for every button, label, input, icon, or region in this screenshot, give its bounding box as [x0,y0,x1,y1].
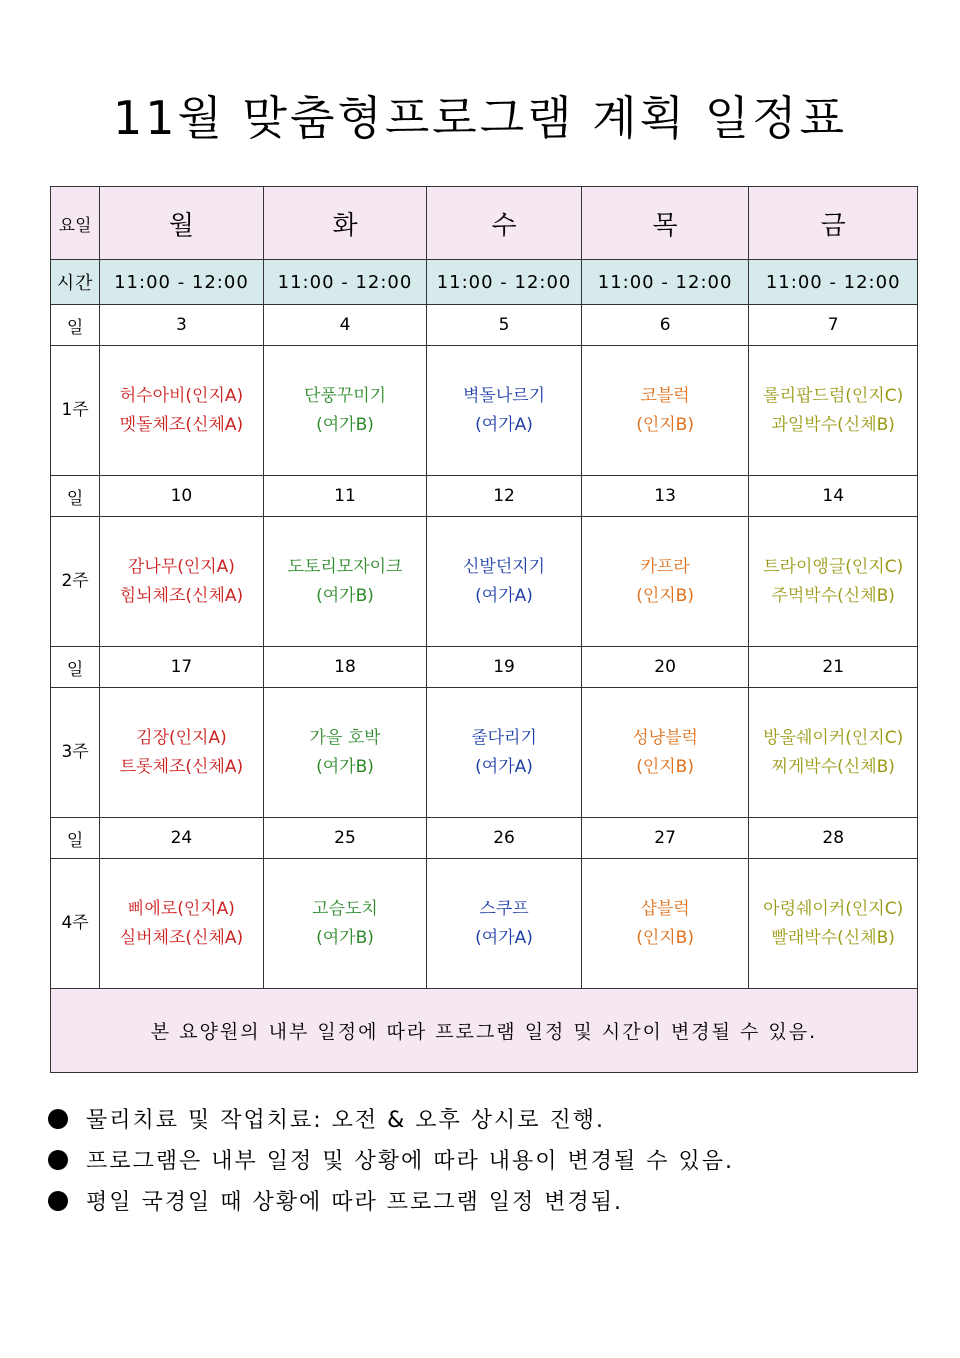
activity-line: (인지B) [636,585,694,606]
time-fri: 11:00 - 12:00 [749,260,918,305]
note-text: 프로그램은 내부 일정 및 상황에 따라 내용이 변경될 수 있음. [86,1149,734,1174]
time-mon: 11:00 - 12:00 [100,260,264,305]
activity-line: 방울쉐이커(인지C) [763,727,904,748]
day-mon: 월 [100,187,264,260]
date-cell: 14 [749,476,918,517]
activity-line: 실버체조(신체A) [119,927,244,948]
date-cell: 25 [263,818,427,859]
time-label: 시간 [51,260,100,305]
date-label: 일 [51,476,100,517]
activity-line: (인지B) [636,414,694,435]
date-cell: 24 [100,818,264,859]
date-cell: 13 [581,476,749,517]
date-row [51,647,918,688]
activity-cell [427,859,582,989]
activity-line: 과일박수(신체B) [771,414,895,435]
date-row [51,818,918,859]
activity-cell [581,859,749,989]
activity-line: 코블럭 [640,385,690,406]
bullet-icon [48,1109,68,1129]
activity-cell [263,517,427,647]
activity-line: 도토리모자이크 [287,556,403,577]
week-label: 1주 [51,346,100,476]
date-label: 일 [51,305,100,346]
activity-cell [100,859,264,989]
date-cell: 20 [581,647,749,688]
activity-line: (여가A) [475,756,533,777]
activity-line: 롤리팝드럼(인지C) [763,385,904,406]
note-text: 평일 국경일 때 상황에 따라 프로그램 일정 변경됨. [86,1190,623,1215]
activity-line: (여가A) [475,414,533,435]
date-cell: 19 [427,647,582,688]
note-item [48,1139,928,1180]
activity-line: 카프라 [640,556,690,577]
date-cell: 4 [263,305,427,346]
activity-line: (여가A) [475,927,533,948]
day-thu: 목 [581,187,749,260]
activity-line: 샵블럭 [640,898,690,919]
activity-cell [263,688,427,818]
activity-cell [100,517,264,647]
schedule-table [50,186,918,1073]
date-cell: 17 [100,647,264,688]
date-cell: 7 [749,305,918,346]
activity-line: 멧돌체조(신체A) [119,414,244,435]
activity-row [51,517,918,647]
activity-cell [427,517,582,647]
day-tue: 화 [263,187,427,260]
activity-cell [581,517,749,647]
activity-line: 고슴도치 [312,898,378,919]
date-row [51,476,918,517]
date-cell: 11 [263,476,427,517]
activity-line: 성냥블럭 [632,727,698,748]
time-wed: 11:00 - 12:00 [427,260,582,305]
activity-line: 감나무(인지A) [127,556,235,577]
week-label: 3주 [51,688,100,818]
notes-list [48,1098,928,1221]
activity-cell [263,346,427,476]
time-thu: 11:00 - 12:00 [581,260,749,305]
activity-line: (인지B) [636,756,694,777]
activity-line: 신발던지기 [462,556,546,577]
activity-line: (인지B) [636,927,694,948]
note-item [48,1098,928,1139]
date-cell: 5 [427,305,582,346]
date-cell: 28 [749,818,918,859]
time-tue: 11:00 - 12:00 [263,260,427,305]
activity-row [51,346,918,476]
activity-row [51,859,918,989]
activity-line: (여가A) [475,585,533,606]
note-text: 물리치료 및 작업치료: 오전 & 오후 상시로 진행. [86,1108,606,1133]
activity-cell [427,346,582,476]
table-note-row [51,989,918,1073]
activity-cell [100,688,264,818]
date-cell: 3 [100,305,264,346]
date-cell: 6 [581,305,749,346]
date-cell: 10 [100,476,264,517]
date-cell: 18 [263,647,427,688]
activity-line: 스쿠프 [479,898,529,919]
activity-cell [749,346,918,476]
activity-line: 단풍꾸미기 [303,385,387,406]
activity-line: 가을 호박 [309,727,381,748]
day-header-row [51,187,918,260]
activity-line: (여가B) [316,756,374,777]
activity-cell [749,688,918,818]
activity-line: 아령쉐이커(인지C) [763,898,904,919]
activity-line: 김장(인지A) [136,727,227,748]
activity-line: (여가B) [316,585,374,606]
date-cell: 27 [581,818,749,859]
day-fri: 금 [749,187,918,260]
activity-row [51,688,918,818]
activity-cell [749,859,918,989]
week-label: 2주 [51,517,100,647]
page-title: 11월 맞춤형프로그램 계획 일정표 [112,91,848,145]
activity-line: 힘뇌체조(신체A) [119,585,244,606]
bullet-icon [48,1150,68,1170]
table-note: 본 요양원의 내부 일정에 따라 프로그램 일정 및 시간이 변경될 수 있음. [51,989,918,1073]
day-label: 요일 [51,187,100,260]
activity-line: 삐에로(인지A) [127,898,235,919]
activity-cell [263,859,427,989]
time-row [51,260,918,305]
activity-line: 벽돌나르기 [462,385,546,406]
activity-cell [581,346,749,476]
activity-line: 빨래박수(신체B) [771,927,895,948]
activity-line: (여가B) [316,414,374,435]
week-label: 4주 [51,859,100,989]
activity-line: 트라이앵글(인지C) [763,556,904,577]
activity-cell [427,688,582,818]
date-cell: 26 [427,818,582,859]
activity-cell [100,346,264,476]
date-label: 일 [51,647,100,688]
day-wed: 수 [427,187,582,260]
activity-line: 허수아비(인지A) [119,385,244,406]
date-label: 일 [51,818,100,859]
activity-cell [749,517,918,647]
bullet-icon [48,1191,68,1211]
activity-line: 트롯체조(신체A) [119,756,244,777]
activity-line: 줄다리기 [471,727,537,748]
activity-line: 찌게박수(신체B) [771,756,895,777]
note-item [48,1180,928,1221]
date-cell: 12 [427,476,582,517]
activity-line: (여가B) [316,927,374,948]
date-row [51,305,918,346]
activity-cell [581,688,749,818]
activity-line: 주먹박수(신체B) [771,585,895,606]
date-cell: 21 [749,647,918,688]
